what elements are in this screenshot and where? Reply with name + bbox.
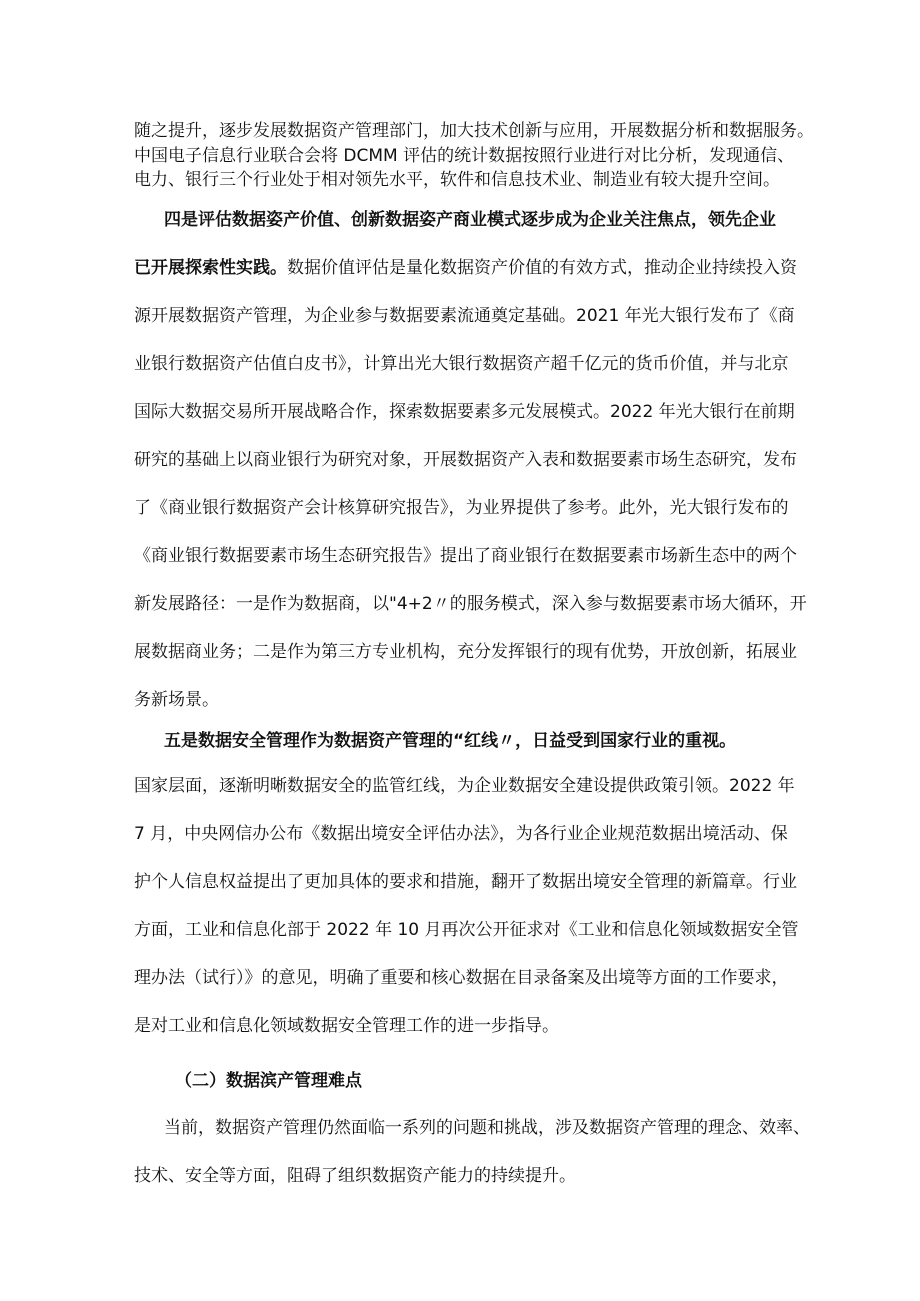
p2-line-4: 业银行数据资产估值白皮书》，计算出光大银行数据资产超千亿元的货币价值，并与北京 [134, 354, 789, 374]
p2-line-2 [134, 258, 797, 278]
p3-line-3: 7 月，中央网信办公布《数据出境安全评估办法》，为各行业企业规范数据出境活动、保 [134, 824, 788, 844]
p2-line-8: 《商业银行数据要素市场生态研究报告》提出了商业银行在数据要素市场新生态中的两个 [134, 546, 797, 566]
p2-line-5: 国际大数据交易所开展战略合作，探索数据要素多元发展模式。2022 年光大银行在前期 [134, 402, 795, 422]
p3-line-2: 国家层面，逐渐明晰数据安全的监管红线，为企业数据安全建设提供政策引领。2022 年 [134, 776, 795, 796]
p2-heading-line-2: 已开展探索性实践。 [134, 258, 287, 278]
p2-line-3: 源开展数据资产管理，为企业参与数据要素流通奠定基础。2021 年光大银行发布了《商 [134, 306, 795, 326]
p3-line-4: 护个人信息权益提出了更加具体的要求和措施，翻开了数据出境安全管理的新篇章。行业 [134, 872, 797, 892]
p2-line-2-rest: 数据价值评估是量化数据资产价值的有效方式，推动企业持续投入资 [287, 258, 797, 278]
section-heading: （二）数据滨产管理难点 [175, 1071, 362, 1091]
p2-line-6: 研究的基础上以商业银行为研究对象，开展数据资产入表和数据要素市场生态研究，发布 [134, 450, 797, 470]
p3-heading: 五是数据安全管理作为数据资产管理的“红线〃，日益受到国家行业的重视。 [164, 731, 737, 751]
p2-line-11: 务新场景。 [134, 690, 219, 710]
p2-line-9: 新发展路径：一是作为数据商，以"4+2〃的服务模式，深入参与数据要素市场大循环，开 [134, 594, 807, 614]
p3-line-5: 方面，工业和信息化部于 2022 年 10 月再次公开征求对《工业和信息化领域数据安全管 [134, 920, 799, 940]
p1-line-2: 中国电子信息行业联合会将 DCMM 评估的统计数据按照行业进行对比分析，发现通信、 [134, 146, 795, 166]
p3-line-7: 是对工业和信息化领域数据安全管理工作的进一步指导。 [134, 1016, 559, 1036]
p1-line-1: 随之提升，逐步发展数据资产管理部门，加大技术创新与应用，开展数据分析和数据服务。 [134, 121, 814, 141]
p3-line-6: 理办法（试行）》的意见，明确了重要和核心数据在目录备案及出境等方面的工作要求， [134, 968, 789, 988]
p1-line-3: 电力、银行三个行业处于相对领先水平，软件和信息技术业、制造业有较大提升空间。 [134, 170, 780, 190]
p2-heading-line-1: 四是评估数据姿产价值、创新数据姿产商业模式逐步成为企业关注焦点，领先企业 [164, 210, 776, 230]
p2-line-7: 了《商业银行数据资产会计核算研究报告》，为业界提供了参考。此外，光大银行发布的 [134, 498, 789, 518]
p4-line-2: 技术、安全等方面，阻碍了组织数据资产能力的持续提升。 [134, 1166, 576, 1186]
p4-line-1: 当前，数据资产管理仍然面临一系列的问题和挑战，涉及数据资产管理的理念、效率、 [164, 1118, 810, 1138]
p2-line-10: 展数据商业务；二是作为第三方专业机构，充分发挥银行的现有优势，开放创新，拓展业 [134, 642, 797, 662]
